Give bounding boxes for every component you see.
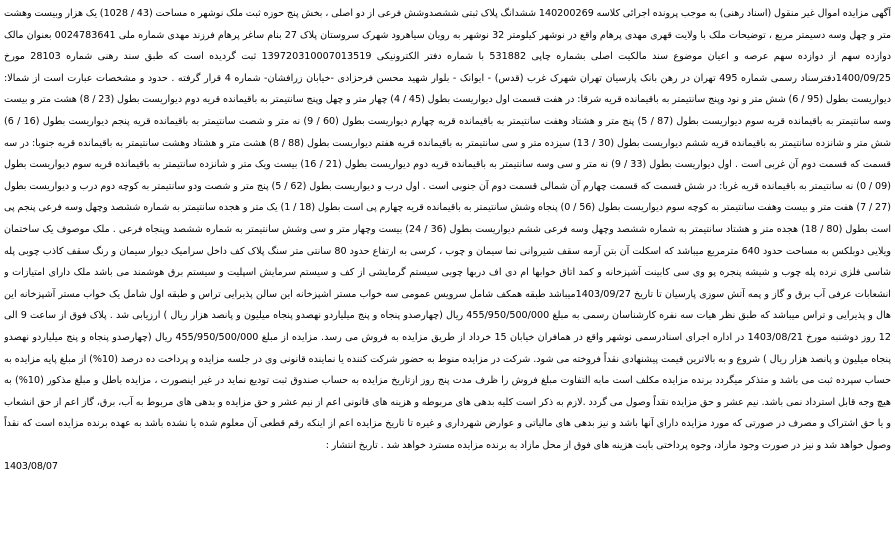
notice-body-text: آگهی مزایده اموال غیر منقول (اسناد رهنی) به موجب پرونده اجرائی کلاسه 140200269 ششدانگ پلاک ثبتی ششصدوشش فرعی از دو اصلی ، بخش پنج حوزه ثبت ملک نوشهر ه مساحت (43 / 1028) یک هزار وبیست وهشت متر و چهل وسه دسیمتر مربع ، توضیحات ملک با ولایت قهری مهدی پرهام واقع در نوشهر کیلومتر 32 نوشهر به رویان سیاهرود شهرک سروستان پلاک 27 بنام ساغر پرهام فرزند مهدی شماره ملی 0024783641 بعنوان مالک دوازده سهم از دوازده سهم عرصه و اعیان موضوع سند مالکیت اصلی بشماره چاپی 531882 با شماره دفتر الکترونیکی 139720310007013519 ثبت گردیده است که طبق سند رهنی شماره 28103 مورخ 1400/09/25دفترسناد رسمی شماره 495 تهران در رهن بانک پارسیان تهران شهرک غرب (قدس) - ایوانک - بلوار شهید محسن فرحزادی -خیابان زرافشان- شماره 4 قرار گرفته . حدود و مشخصات عبارت است از شمالا: دیواریست بطول (95 / 6) شش متر و نود وپنج سانتیمتر به باقیمانده قریه شرقا: در هفت قسمت اول دیواریست بطول (45 / 4) چهار متر و چهل وپنج سانتیمتر به باقیمانده قریه دوم دیواریست بطول (23 / 8) هشت متر و بیست وسه سانتیمتر به باقیمانده قریه سوم دیواریست بطول (87 / 5) پنج متر و هشتاد وهفت سانتیمتر به باقیمانده قریه چهارم دیواریست بطول (60 / 9) نه متر و شصت سانتیمتر به باقیمانده قریه پنجم دیواریست بطول (16 / 6) شش متر و شانزده سانتیمتر به باقیمانده قریه ششم دیواریست بطول (30 / 13) سیزده متر و سی سانتیمتر به باقیمانده قریه هفتم دیواریست بطول (88 / 8) هشت متر و هشتاد وهشت سانتیمتر به باقیمانده قریه جنوبا: در سه قسمت که قسمت دوم آن غربی است . اول دیواریست بطول (33 / 9) نه متر و سی وسه سانتیمتر به باقیمانده قریه دوم دیواریست بطول (21 / 16) بیست ویک متر و شانزده سانتیمتر به باقیمانده قریه سوم دیواریست بطول (09 / 0) نه سانتیمتر به باقیمانده قریه غربا: در شش قسمت که قسمت چهارم آن شمالی قسمت دوم آن جنوبی است . اول درب و دیواریست بطول (62 / 5) پنج متر و شصت ودو سانتیمتر به کوچه دوم درب و دیواریست بطول (27 / 7) هفت متر و بیست وهفت سانتیمتر به کوچه سوم دیواریست بطول (56 / 0) پنجاه وشش سانتیمتر به باقیمانده قریه چهارم پی است بطول (18 / 1) یک متر و هجده سانتیمتر به شماره ششصد وچهل وسه فرعی پنجم پی است بطول (80 / 18) هجده متر و هشتاد سانتیمتر به شماره ششصد وچهل وسه فرعی ششم دیواریست بطول (36 / 24) بیست وچهار متر و سی وشش سانتیمتر به شماره ششصد وپنجاه فرعی . ملک موصوف یک ساختمان ویلایی دوبلکس به مساحت حدود 640 مترمربع میباشد که اسکلت آن بتن آرمه سقف شیروانی نما سیمان و چوب ، کرسی به ارتفاع حدود 80 سانتی متر سنگ پلاک کف داخل سرامیک دیوار سیمان و رنگ سقف کاذب چوبی پله شاسی فلزی نرده پله چوب و شیشه پنجره پو وی سی کابینت آشپزخانه و کمد اتاق خوابها ام دی اف دربها چوبی سیستم گرمایشی از کف و سیستم سرمایش اسپلیت و سیستم برق هوشمند می باشد ملک دارای امتیازات و انشعابات عرفی آب برق و گاز و پمه آتش سوزی پارسیان تا تاریخ 1403/09/27میباشد طبقه همکف شامل سرویس عمومی سه خواب مستر اشپزخانه این سالن پذیرایی تراس و طبقه اول شامل یک خواب مستر آشپزخانه این هال و پذیرایی و تراس میباشد که طبق نظر هیات سه نفره کارشناسان رسمی به مبلغ 455/950/500/000 ریال (چهارصدو پنجاه و پنج میلیاردو نهصدو پنجاه میلیون و پانصد هزار ریال ) ارزیابی شد . پلاک فوق از ساعت 9 الی 12 روز دوشنبه مورخ 1403/08/21 در اداره اجرای اسنادرسمی نوشهر واقع در همافران خیابان 15 خرداد از طریق مزایده به فروش می رسد. مزایده از مبلغ 455/950/500/000 ریال (چهارصدو پنجاه و پنج میلیاردو نهصدو پنجاه میلیون و پانصد هزار ریال ) شروع و به بالاترین قیمت پیشنهادی نقداً فروخته می شود. شرکت در مزایده منوط به حضور شرکت کننده یا نماینده قانونی وی در جلسه مزایده و پرداخت ده درصد (10%) از مبلغ پایه مزایده به حساب سپرده ثبت می باشد و متذکر میگردد برنده مزایده مکلف است مابه التفاوت مبلغ فروش را ظرف مدت پنج روز ازتاریخ مزایده به حساب صندوق ثبت تودیع نماید در غیر اینصورت ، مزایده باطل و مبلغ مذکور (10%) به هیچ وجه قابل استرداد نمی باشد. نیم عشر و حق مزایده نقداً وصول می گردد .لازم به ذکر است کلیه بدهی های مربوطه و هزینه های قانونی اعم از نیم عشر و حق مزایده و بدهی های مربوط به آب، برق، گاز اعم از حق انشعاب و یا حق اشتراک و مصرف در صورتی که مورد مزایده دارای آنها باشد و نیز بدهی های مالیاتی و عوارض شهرداری و غیره تا تاریخ مزایده اعم از اینکه رقم قطعی آن معلوم شده یا نشده باشد به عهده برنده مزایده است که نقداً وصول خواهد شد و نیز در صورت وجود مازاد، وجوه پرداختی بابت هزینه های فوق از محل مازاد به برنده مزایده مسترد خواهد شد . تاریخ انتشار : (4, 8, 891, 451)
auction-notice (4, 3, 891, 548)
publication-date: 1403/08/07 (4, 461, 58, 473)
